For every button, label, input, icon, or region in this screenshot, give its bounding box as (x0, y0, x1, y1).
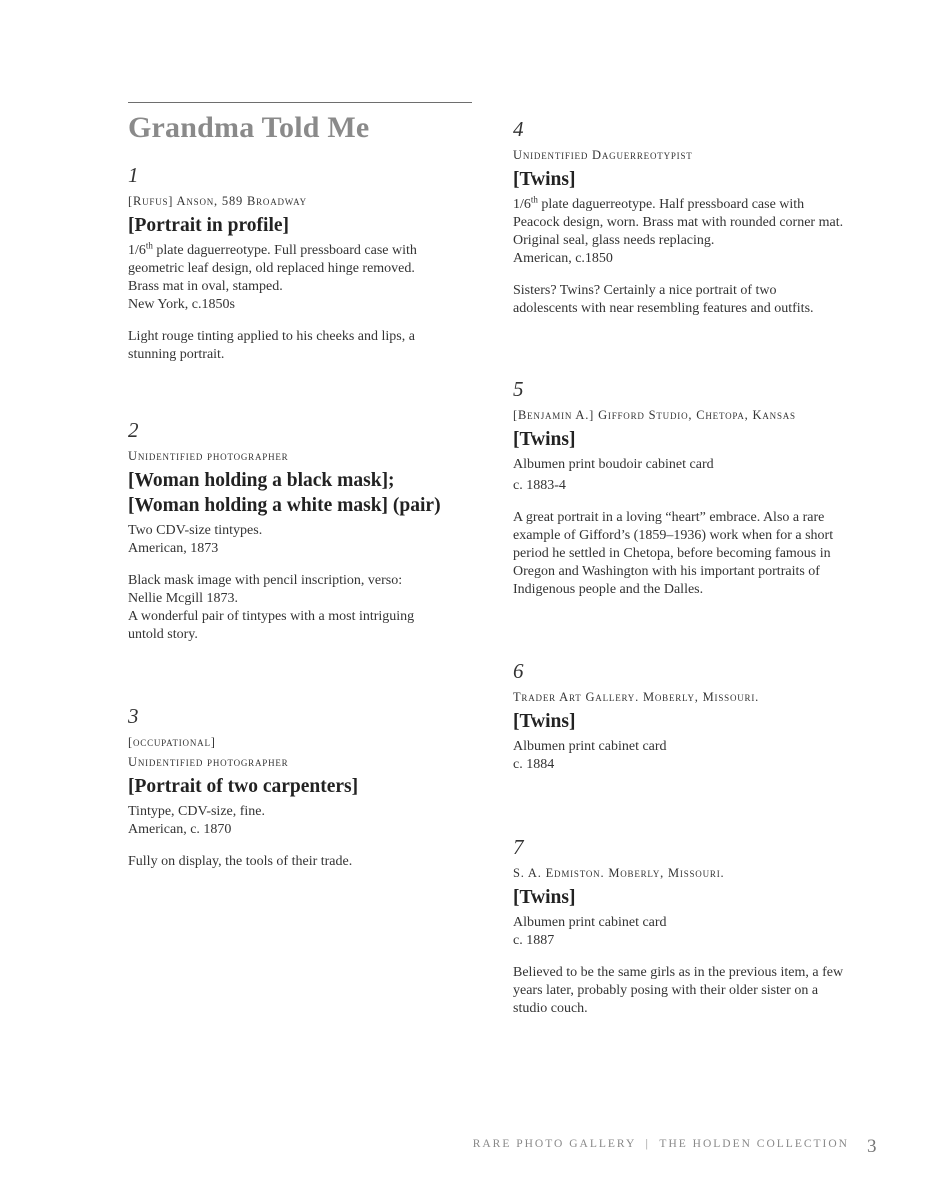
description-line: Original seal, glass needs replacing. (513, 233, 715, 248)
entry-description (513, 914, 873, 950)
note-line: years later, probably posing with their older sister on a (513, 983, 819, 998)
description-line: c. 1883-4 (513, 478, 566, 493)
entry-photographer: Unidentified photographer (128, 449, 289, 463)
entry-photographer: Trader Art Gallery. Moberly, Missouri. (513, 690, 760, 704)
note-line: stunning portrait. (128, 347, 225, 362)
entry-description (128, 242, 458, 314)
description-line: Albumen print cabinet card (513, 739, 667, 754)
description-line: c. 1884 (513, 757, 555, 772)
entry-description (513, 196, 873, 268)
entry-photographer: Unidentified photographer (128, 755, 289, 769)
entry-title: [Twins] (513, 711, 576, 732)
description-line: Peacock design, worn. Brass mat with rounded corner mat. (513, 215, 844, 230)
catalog-entry-6 (513, 659, 873, 774)
description-line: Tintype, CDV-size, fine. (128, 804, 266, 819)
description-line: Albumen print cabinet card (513, 915, 667, 930)
note-line: A great portrait in a loving “heart” embrace. Also a rare (513, 510, 825, 525)
entry-title: [Twins] (513, 887, 576, 908)
section-rule (128, 102, 472, 103)
entry-photographer: S. A. Edmiston. Moberly, Missouri. (513, 866, 725, 880)
entry-title: [Twins] (513, 429, 576, 450)
entry-photographer: [Rufus] Anson, 589 Broadway (128, 194, 307, 208)
section-title: Grandma Told Me (128, 111, 370, 144)
entry-photographer: Unidentified Daguerreotypist (513, 148, 693, 162)
note-line: Believed to be the same girls as in the previous item, a few (513, 965, 844, 980)
entry-number: 5 (513, 377, 524, 401)
page-number: 3 (867, 1136, 877, 1157)
entry-number: 3 (128, 704, 139, 728)
catalog-entry-5 (513, 377, 873, 599)
entry-note (128, 328, 458, 364)
entry-title: [Portrait in profile] (128, 215, 290, 236)
entry-description (513, 738, 873, 774)
note-line: adolescents with near resembling features and outfits. (513, 301, 814, 316)
entry-description (513, 456, 873, 495)
note-line: Fully on display, the tools of their trade. (128, 854, 353, 869)
title-line: [Woman holding a black mask]; (128, 470, 395, 491)
note-line: Indigenous people and the Dalles. (513, 582, 704, 597)
page-footer: RARE PHOTO GALLERY | THE HOLDEN COLLECTION (472, 1138, 849, 1150)
description-line: geometric leaf design, old replaced hinge removed. (128, 261, 415, 276)
description-line: Two CDV-size tintypes. (128, 523, 263, 538)
description-line: American, c.1850 (513, 251, 613, 266)
note-line: example of Gifford’s (1859–1936) work when for a short (513, 528, 834, 543)
note-line: studio couch. (513, 1001, 588, 1016)
description-line: American, c. 1870 (128, 822, 232, 837)
note-line: Nellie Mcgill 1873. (128, 591, 239, 606)
entry-description (128, 803, 458, 839)
catalog-entry-7 (513, 835, 873, 1018)
entry-note (513, 509, 873, 599)
entry-title (128, 468, 458, 518)
note-line: period he settled in Chetopa, before becoming famous in (513, 546, 831, 561)
description-line: New York, c.1850s (128, 297, 235, 312)
entry-description (128, 522, 458, 558)
catalog-entry-2 (128, 418, 458, 644)
note-line: untold story. (128, 627, 198, 642)
catalog-entry-3 (128, 704, 458, 871)
note-line: Black mask image with pencil inscription, verso: (128, 573, 403, 588)
title-line: [Woman holding a white mask] (pair) (128, 495, 441, 516)
note-line: Sisters? Twins? Certainly a nice portrait of two (513, 283, 777, 298)
catalog-entry-1 (128, 163, 458, 364)
entry-number: 6 (513, 659, 524, 683)
entry-note (513, 282, 873, 318)
entry-category: [occupational] (128, 735, 216, 749)
note-line: A wonderful pair of tintypes with a most intriguing (128, 609, 415, 624)
entry-note (128, 572, 458, 644)
description-line: c. 1887 (513, 933, 555, 948)
entry-note (128, 853, 458, 871)
entry-number: 7 (513, 835, 524, 859)
description-line: 1/6th plate daguerreotype. Full pressboard case with (128, 240, 417, 258)
description-line: American, 1873 (128, 541, 219, 556)
entry-number: 2 (128, 418, 139, 442)
description-line: Brass mat in oval, stamped. (128, 279, 283, 294)
note-line: Light rouge tinting applied to his cheeks and lips, a (128, 329, 415, 344)
entry-note (513, 964, 873, 1018)
entry-title: [Twins] (513, 169, 576, 190)
entry-photographer: [Benjamin A.] Gifford Studio, Chetopa, Kansas (513, 408, 796, 422)
entry-number: 4 (513, 117, 524, 141)
catalog-entry-4 (513, 117, 873, 318)
description-line: Albumen print boudoir cabinet card (513, 457, 714, 472)
note-line: Oregon and Washington with his important portraits of (513, 564, 820, 579)
description-line: 1/6th plate daguerreotype. Half pressboard case with (513, 194, 805, 212)
entry-title: [Portrait of two carpenters] (128, 776, 359, 797)
entry-number: 1 (128, 163, 139, 187)
